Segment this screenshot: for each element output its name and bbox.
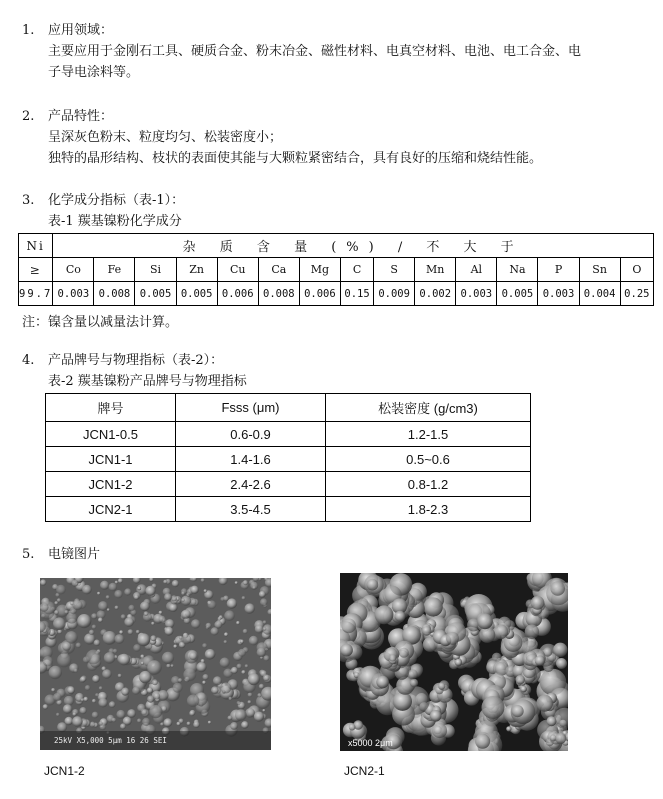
section-1-title: 应用领域： bbox=[48, 23, 114, 38]
sem-particle bbox=[147, 696, 154, 703]
impurity-value-cell: 0.003 bbox=[456, 282, 497, 306]
element-cell: O bbox=[620, 258, 653, 282]
sem-particle bbox=[164, 718, 173, 727]
sem-particle bbox=[177, 722, 181, 726]
sem-particle bbox=[203, 674, 209, 680]
header-grade: 牌号 bbox=[46, 394, 176, 422]
element-cell: Zn bbox=[176, 258, 217, 282]
sem-particle bbox=[77, 614, 91, 628]
sem-crystal bbox=[521, 686, 527, 692]
impurity-value-cell: 0.006 bbox=[299, 282, 340, 306]
sem-particle bbox=[133, 644, 141, 652]
sem-crystal bbox=[438, 682, 445, 689]
sem-particle bbox=[118, 578, 123, 583]
sem-particle bbox=[237, 701, 241, 705]
section-4-number: 4. bbox=[22, 353, 35, 368]
sem-particle bbox=[235, 709, 247, 721]
sem-particle bbox=[65, 610, 69, 614]
sem-particle bbox=[92, 699, 96, 703]
sem-particle bbox=[165, 627, 174, 636]
element-cell: Al bbox=[456, 258, 497, 282]
impurity-header: 杂 质 含 量 (%) / 不 大 于 bbox=[53, 234, 654, 258]
sem-crystal bbox=[410, 679, 418, 687]
element-cell: Si bbox=[135, 258, 176, 282]
table-row bbox=[46, 472, 531, 497]
sem-particle bbox=[169, 603, 178, 612]
table-2-header-row bbox=[46, 394, 531, 422]
sem-particle bbox=[263, 620, 267, 624]
sem-particle bbox=[116, 710, 125, 719]
sem-crystal bbox=[494, 625, 509, 640]
table-1-note: 注：镍含量以减量法计算。 bbox=[22, 315, 179, 330]
sem-particle bbox=[159, 616, 166, 623]
sem-particle bbox=[220, 683, 231, 694]
sem-particle bbox=[56, 713, 60, 717]
sem-particle bbox=[211, 686, 219, 694]
sem-particle bbox=[40, 579, 46, 585]
sem-particle bbox=[90, 722, 96, 728]
sem-particle bbox=[128, 605, 134, 611]
sem-particle bbox=[206, 623, 212, 629]
impurity-value-cell: 0.005 bbox=[497, 282, 538, 306]
sem-particle bbox=[92, 712, 99, 719]
sem-particle bbox=[49, 666, 62, 679]
sem-particle bbox=[115, 606, 119, 610]
section-1-text-line-2: 子导电涂料等。 bbox=[48, 65, 140, 80]
sem-particle bbox=[172, 580, 179, 587]
sem-crystal bbox=[422, 626, 432, 636]
product-grade-table bbox=[45, 393, 531, 522]
image-caption-2: JCN2-1 bbox=[344, 764, 385, 778]
sem-crystal bbox=[556, 658, 567, 669]
sem-particle bbox=[113, 649, 118, 654]
fsss-cell: 0.6-0.9 bbox=[176, 422, 326, 447]
sem-particle bbox=[98, 698, 107, 707]
sem-particle bbox=[103, 631, 117, 645]
table-2-title: 表-2 羰基镍粉产品牌号与物理指标 bbox=[48, 374, 247, 389]
sem-particle bbox=[171, 664, 174, 667]
sem-particle bbox=[118, 674, 122, 678]
impurity-value-cell: 0.003 bbox=[538, 282, 579, 306]
section-1-text-line-1: 主要应用于金刚石工具、硬质合金、粉末冶金、磁性材料、电真空材料、电池、电工合金、电 bbox=[48, 44, 582, 59]
section-2-number: 2. bbox=[22, 109, 35, 124]
section-2-title: 产品特性： bbox=[48, 109, 114, 124]
sem-crystal bbox=[349, 724, 356, 731]
element-cell: C bbox=[340, 258, 373, 282]
sem-particle bbox=[144, 611, 149, 616]
sem-crystal bbox=[479, 627, 495, 643]
sem-particle bbox=[166, 664, 170, 668]
impurity-value-cell: 0.003 bbox=[53, 282, 94, 306]
sem-particle bbox=[98, 601, 108, 611]
sem-particle bbox=[231, 667, 238, 674]
impurity-value-cell: 0.25 bbox=[620, 282, 653, 306]
sem-particle bbox=[99, 686, 103, 690]
sem-particle bbox=[151, 622, 155, 626]
sem-particle bbox=[43, 656, 53, 666]
impurity-value-cell: 0.009 bbox=[374, 282, 415, 306]
sem-overlay-text-2: x5000 2μm bbox=[348, 738, 393, 748]
sem-particle bbox=[201, 578, 205, 582]
element-cell: Ca bbox=[258, 258, 299, 282]
sem-particle bbox=[259, 591, 266, 598]
sem-particle bbox=[54, 601, 58, 605]
sem-particle bbox=[104, 652, 116, 664]
section-4-title: 产品牌号与物理指标（表-2）： bbox=[48, 353, 224, 368]
sem-particle bbox=[178, 678, 182, 682]
sem-crystal bbox=[393, 692, 412, 711]
sem-particle bbox=[189, 711, 195, 717]
sem-particle bbox=[171, 595, 177, 601]
sem-particle bbox=[208, 721, 211, 724]
sem-particle bbox=[240, 640, 244, 644]
sem-particle bbox=[91, 613, 97, 619]
impurity-value-cell: 0.008 bbox=[258, 282, 299, 306]
element-cell: P bbox=[538, 258, 579, 282]
sem-crystal bbox=[389, 654, 396, 661]
sem-crystal bbox=[376, 676, 389, 689]
sem-crystal bbox=[547, 716, 557, 726]
sem-particle bbox=[82, 585, 92, 595]
density-cell: 1.8-2.3 bbox=[326, 497, 531, 522]
sem-particle bbox=[243, 580, 248, 585]
sem-crystal bbox=[424, 597, 443, 616]
sem-particle bbox=[80, 676, 86, 682]
section-1-number: 1. bbox=[22, 23, 35, 38]
sem-particle bbox=[132, 687, 140, 695]
sem-particle bbox=[51, 688, 55, 692]
element-cell: Sn bbox=[579, 258, 620, 282]
impurity-value-cell: 0.005 bbox=[135, 282, 176, 306]
sem-particle bbox=[245, 708, 255, 718]
sem-particle bbox=[56, 585, 66, 595]
fsss-cell: 1.4-1.6 bbox=[176, 447, 326, 472]
element-cell: Na bbox=[497, 258, 538, 282]
sem-particle bbox=[205, 649, 216, 660]
sem-particle bbox=[92, 675, 100, 683]
sem-particle bbox=[40, 603, 49, 612]
chemical-composition-table bbox=[18, 233, 654, 306]
sem-particle bbox=[196, 662, 206, 672]
sem-particle bbox=[127, 709, 136, 718]
sem-particle bbox=[202, 643, 207, 648]
sem-particle bbox=[183, 668, 196, 681]
sem-particle bbox=[190, 586, 198, 594]
sem-particle bbox=[208, 600, 217, 609]
element-cell: Cu bbox=[217, 258, 258, 282]
sem-particle bbox=[245, 603, 255, 613]
sem-particle bbox=[97, 592, 100, 595]
grade-cell: JCN1-2 bbox=[46, 472, 176, 497]
sem-particle bbox=[109, 583, 118, 592]
sem-particle bbox=[112, 718, 117, 723]
sem-particle bbox=[243, 629, 248, 634]
sem-particle bbox=[98, 618, 103, 623]
sem-crystal bbox=[408, 669, 418, 679]
sem-particle bbox=[173, 645, 177, 649]
sem-particle bbox=[163, 580, 167, 584]
sem-particle bbox=[134, 595, 139, 600]
sem-crystal bbox=[482, 696, 505, 719]
sem-particle bbox=[182, 635, 192, 645]
sem-particle bbox=[182, 610, 191, 619]
sem-particle bbox=[119, 630, 123, 634]
sem-particle bbox=[137, 587, 141, 591]
sem-particle bbox=[128, 629, 134, 635]
sem-particle bbox=[181, 592, 185, 596]
element-row bbox=[19, 258, 654, 282]
sem-particle bbox=[187, 695, 199, 707]
ni-label: Ni bbox=[19, 234, 53, 258]
sem-particle bbox=[152, 679, 158, 685]
impurity-value-cell: 0.002 bbox=[415, 282, 456, 306]
sem-particle bbox=[224, 610, 235, 621]
section-5-title: 电镜图片 bbox=[48, 547, 101, 562]
sem-crystal bbox=[340, 644, 353, 657]
ni-ge-symbol: ≥ bbox=[19, 258, 53, 282]
sem-particle bbox=[220, 658, 230, 668]
sem-particle bbox=[74, 669, 78, 673]
sem-crystal bbox=[475, 734, 490, 749]
sem-particle bbox=[250, 582, 258, 590]
fsss-cell: 3.5-4.5 bbox=[176, 497, 326, 522]
section-5-number: 5. bbox=[22, 547, 35, 562]
sem-particle bbox=[236, 621, 240, 625]
sem-particle bbox=[262, 709, 265, 712]
sem-particle bbox=[147, 660, 162, 675]
sem-particle bbox=[98, 721, 102, 725]
sem-particle bbox=[241, 670, 245, 674]
sem-particle bbox=[142, 718, 150, 726]
element-cell: Mg bbox=[299, 258, 340, 282]
sem-particle bbox=[182, 599, 185, 602]
sem-particle bbox=[260, 598, 268, 606]
sem-crystal bbox=[367, 579, 379, 591]
sem-particle bbox=[73, 600, 83, 610]
sem-crystal bbox=[506, 726, 511, 731]
section-2-text-line-2: 独特的晶形结构、枝状的表面使其能与大颗粒紧密结合，具有良好的压缩和烧结性能。 bbox=[48, 151, 543, 166]
sem-particle bbox=[189, 652, 197, 660]
impurity-value-cell: 0.008 bbox=[94, 282, 135, 306]
sem-particle bbox=[150, 635, 156, 641]
sem-particle bbox=[257, 648, 266, 657]
sem-particle bbox=[224, 632, 228, 636]
sem-particle bbox=[92, 625, 97, 630]
sem-particle bbox=[241, 721, 249, 729]
sem-particle bbox=[95, 693, 99, 697]
section-3-number: 3. bbox=[22, 193, 35, 208]
sem-crystal bbox=[395, 611, 406, 622]
element-cell: Fe bbox=[94, 258, 135, 282]
sem-particle bbox=[121, 614, 126, 619]
header-fsss: Fsss (μm) bbox=[176, 394, 326, 422]
sem-particle bbox=[263, 627, 266, 630]
sem-particle bbox=[114, 590, 122, 598]
sem-particle bbox=[141, 709, 148, 716]
grade-cell: JCN1-0.5 bbox=[46, 422, 176, 447]
sem-particle bbox=[254, 712, 264, 722]
section-3-title: 化学成分指标（表-1）： bbox=[48, 193, 185, 208]
table-row bbox=[46, 497, 531, 522]
table-row bbox=[46, 447, 531, 472]
density-cell: 0.5~0.6 bbox=[326, 447, 531, 472]
sem-crystal bbox=[535, 655, 545, 665]
sem-particle bbox=[257, 693, 261, 697]
sem-particle bbox=[64, 696, 74, 706]
sem-particle bbox=[83, 697, 88, 702]
sem-particle bbox=[80, 707, 87, 714]
sem-particle bbox=[162, 652, 174, 664]
fsss-cell: 2.4-2.6 bbox=[176, 472, 326, 497]
sem-particle bbox=[248, 673, 260, 685]
sem-particle bbox=[154, 693, 161, 700]
table-row bbox=[46, 422, 531, 447]
sem-particle bbox=[53, 693, 61, 701]
sem-particle bbox=[255, 625, 264, 634]
sem-particle bbox=[115, 634, 125, 644]
density-cell: 1.2-1.5 bbox=[326, 422, 531, 447]
sem-particle bbox=[107, 608, 110, 611]
sem-particle bbox=[109, 701, 116, 708]
value-row bbox=[19, 282, 654, 306]
sem-particle bbox=[86, 650, 101, 665]
sem-particle bbox=[106, 595, 110, 599]
sem-particle bbox=[248, 700, 252, 704]
sem-particle bbox=[85, 685, 91, 691]
sem-particle bbox=[202, 681, 206, 685]
element-cell: S bbox=[374, 258, 415, 282]
sem-particle bbox=[227, 598, 237, 608]
table-1-title: 表-1 羰基镍粉化学成分 bbox=[48, 214, 182, 229]
sem-particle bbox=[164, 593, 172, 601]
sem-crystal bbox=[550, 581, 565, 596]
sem-crystal bbox=[432, 723, 447, 738]
grade-cell: JCN1-1 bbox=[46, 447, 176, 472]
sem-particle bbox=[237, 664, 242, 669]
density-cell: 0.8-1.2 bbox=[326, 472, 531, 497]
sem-particle bbox=[193, 721, 200, 728]
impurity-value-cell: 0.004 bbox=[579, 282, 620, 306]
sem-crystal bbox=[399, 648, 409, 658]
sem-particle bbox=[264, 655, 270, 661]
sem-particle bbox=[120, 723, 126, 729]
sem-particle bbox=[249, 636, 259, 646]
sem-particle bbox=[124, 588, 131, 595]
sem-particle bbox=[263, 674, 270, 681]
sem-particle bbox=[238, 649, 246, 657]
sem-particle bbox=[187, 722, 191, 726]
sem-particle bbox=[259, 684, 264, 689]
sem-particle bbox=[145, 586, 155, 596]
sem-particle bbox=[218, 617, 222, 621]
sem-particle bbox=[57, 653, 71, 667]
sem-particle bbox=[102, 669, 112, 679]
sem-particle bbox=[67, 686, 75, 694]
sem-particle bbox=[173, 683, 183, 693]
sem-particle bbox=[66, 612, 77, 623]
sem-particle bbox=[213, 676, 222, 685]
sem-particle bbox=[204, 589, 207, 592]
sem-crystal bbox=[531, 596, 545, 610]
sem-particle bbox=[137, 719, 141, 723]
sem-crystal bbox=[341, 618, 356, 633]
sem-particle bbox=[228, 716, 233, 721]
sem-particle bbox=[147, 687, 153, 693]
sem-particle bbox=[140, 601, 150, 611]
sem-particle bbox=[118, 654, 130, 666]
sem-crystal bbox=[555, 733, 566, 744]
sem-particle bbox=[89, 630, 94, 635]
impurity-value-cell: 0.005 bbox=[176, 282, 217, 306]
sem-crystal bbox=[536, 695, 553, 712]
sem-particle bbox=[137, 633, 150, 646]
sem-crystal bbox=[455, 659, 462, 666]
sem-particle bbox=[62, 642, 71, 651]
sem-particle bbox=[53, 617, 66, 630]
sem-particle bbox=[230, 722, 238, 730]
element-cell: Mn bbox=[415, 258, 456, 282]
sem-particle bbox=[57, 722, 67, 732]
sem-crystal bbox=[477, 613, 493, 629]
sem-particle bbox=[191, 619, 200, 628]
impurity-value-cell: 0.006 bbox=[217, 282, 258, 306]
sem-particle bbox=[235, 581, 238, 584]
sem-crystal bbox=[446, 632, 459, 645]
sem-crystal bbox=[375, 605, 394, 624]
sem-particle bbox=[72, 712, 76, 716]
sem-particle bbox=[242, 596, 246, 600]
section-2-text-line-1: 呈深灰色粉末、粒度均匀、松装密度小； bbox=[48, 130, 283, 145]
sem-particle bbox=[211, 627, 219, 635]
sem-image-jcn1-2 bbox=[40, 578, 271, 750]
header-density: 松装密度 (g/cm3) bbox=[326, 394, 531, 422]
sem-crystal bbox=[430, 710, 442, 722]
sem-particle bbox=[224, 640, 228, 644]
sem-particle bbox=[229, 697, 233, 701]
sem-particle bbox=[124, 617, 134, 627]
sem-particle bbox=[72, 716, 83, 727]
sem-image-jcn2-1 bbox=[340, 573, 568, 751]
ni-value: 99.7 bbox=[19, 282, 53, 306]
sem-particle bbox=[63, 704, 72, 713]
element-cell: Co bbox=[53, 258, 94, 282]
sem-particle bbox=[248, 692, 253, 697]
sem-crystal bbox=[516, 675, 525, 684]
sem-particle bbox=[149, 705, 162, 718]
sem-crystal bbox=[512, 705, 524, 717]
sem-particle bbox=[76, 643, 82, 649]
sem-particle bbox=[100, 581, 109, 590]
impurity-value-cell: 0.15 bbox=[340, 282, 373, 306]
sem-particle bbox=[94, 640, 101, 647]
sem-particle bbox=[43, 704, 48, 709]
sem-particle bbox=[245, 664, 249, 668]
grade-cell: JCN2-1 bbox=[46, 497, 176, 522]
sem-particle bbox=[57, 629, 62, 634]
image-caption-1: JCN1-2 bbox=[44, 764, 85, 778]
sem-particle bbox=[72, 580, 79, 587]
sem-particle bbox=[121, 688, 129, 696]
sem-overlay-text-1: 25kV X5,000 5μm 16 26 SEI bbox=[54, 736, 167, 745]
sem-particle bbox=[136, 630, 140, 634]
